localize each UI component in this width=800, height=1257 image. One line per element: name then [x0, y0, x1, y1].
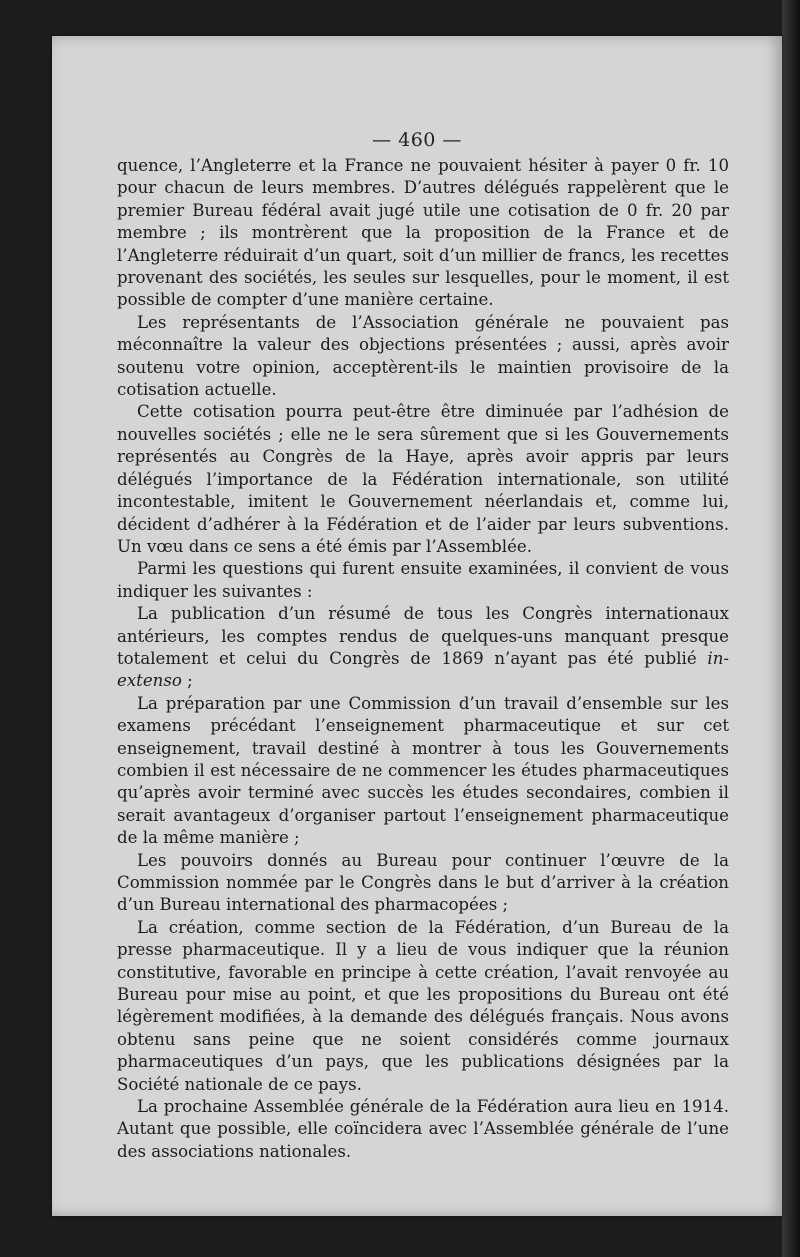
paragraph-8: La création, comme section de la Fédération, d’un Bureau de la presse pharmaceutique. Il y a lieu de vous indiquer que la réunion constitutive, favorable en principe à cette création, l’avait renvoyée au Bureau pour mise au point, et que les propositions du Bureau ont été légèrement modifiées, à la demande des délégués français. Nous avons obtenu sans peine que ne soient considérés comme journaux pharmaceutiques d’un pays, que les publications désignées par la Société nationale de ce pays.	[117, 917, 729, 1094]
paragraph-2: Les représentants de l’Association générale ne pouvaient pas méconnaître la valeur des objections présentées ; aussi, après avoir soutenu votre opinion, acceptèrent-ils le maintien provisoire de la cotisation actuelle.	[117, 312, 729, 400]
paragraph-4: Parmi les questions qui furent ensuite examinées, il convient de vous indiquer les suivantes :	[117, 559, 729, 601]
body-text	[117, 155, 729, 1163]
paragraph-5-end: ;	[181, 671, 193, 691]
paragraph-1: quence, l’Angleterre et la France ne pouvaient hésiter à payer 0 fr. 10 pour chacun de leurs membres. D’autres délégués rappelèrent que le premier Bureau fédéral avait jugé utile une cotisation de 0 fr. 20 par membre ; ils montrèrent que la proposition de la France et de l’Angleterre réduirait d’un quart, soit d’un millier de francs, les recettes provenant des sociétés, les seules sur lesquelles, pour le moment, il est possible de compter d’une manière certaine.	[117, 156, 729, 310]
paragraph-5-italic: in-extenso	[117, 648, 729, 691]
paragraph-5	[117, 603, 729, 693]
paragraph-6: La préparation par une Commission d’un travail d’ensemble sur les examens précédant l’enseignement pharmaceutique et sur cet enseignement, travail destiné à montrer à tous les Gouvernements combien il est nécessaire de ne commencer les études pharmaceutiques qu’après avoir terminé avec succès les études secondaires, combien il serait avantageux d’organiser partout l’enseignement pharmaceutique de la même manière ;	[117, 693, 729, 848]
page-number: — 460 —	[372, 129, 462, 151]
paragraph-9: La prochaine Assemblée générale de la Fédération aura lieu en 1914. Autant que possible, elle coïncidera avec l’Assemblée générale de l’une des associations nationales.	[117, 1097, 729, 1161]
paragraph-3: Cette cotisation pourra peut-être être diminuée par l’adhésion de nouvelles sociétés ; elle ne le sera sûrement que si les Gouvernements représentés au Congrès de la Haye, après avoir appris par leurs délégués l’importance de la Fédération internationale, son utilité incontestable, imitent le Gouvernement néerlandais et, comme lui, décident d’adhérer à la Fédération et de l’aider par leurs subventions. Un vœu dans ce sens a été émis par l’Assemblée.	[117, 402, 729, 556]
paragraph-5-text: La publication d’un résumé de tous les Congrès internationaux antérieurs, les comptes rendus de quelques-uns manquant presque totalement et celui du Congrès de 1869 n’ayant pas été publié	[117, 604, 729, 668]
paragraph-7: Les pouvoirs donnés au Bureau pour continuer l’œuvre de la Commission nommée par le Congrès dans le but d’arriver à la création d’un Bureau international des pharmacopées ;	[117, 850, 729, 915]
scan-background-edge	[782, 0, 800, 1257]
